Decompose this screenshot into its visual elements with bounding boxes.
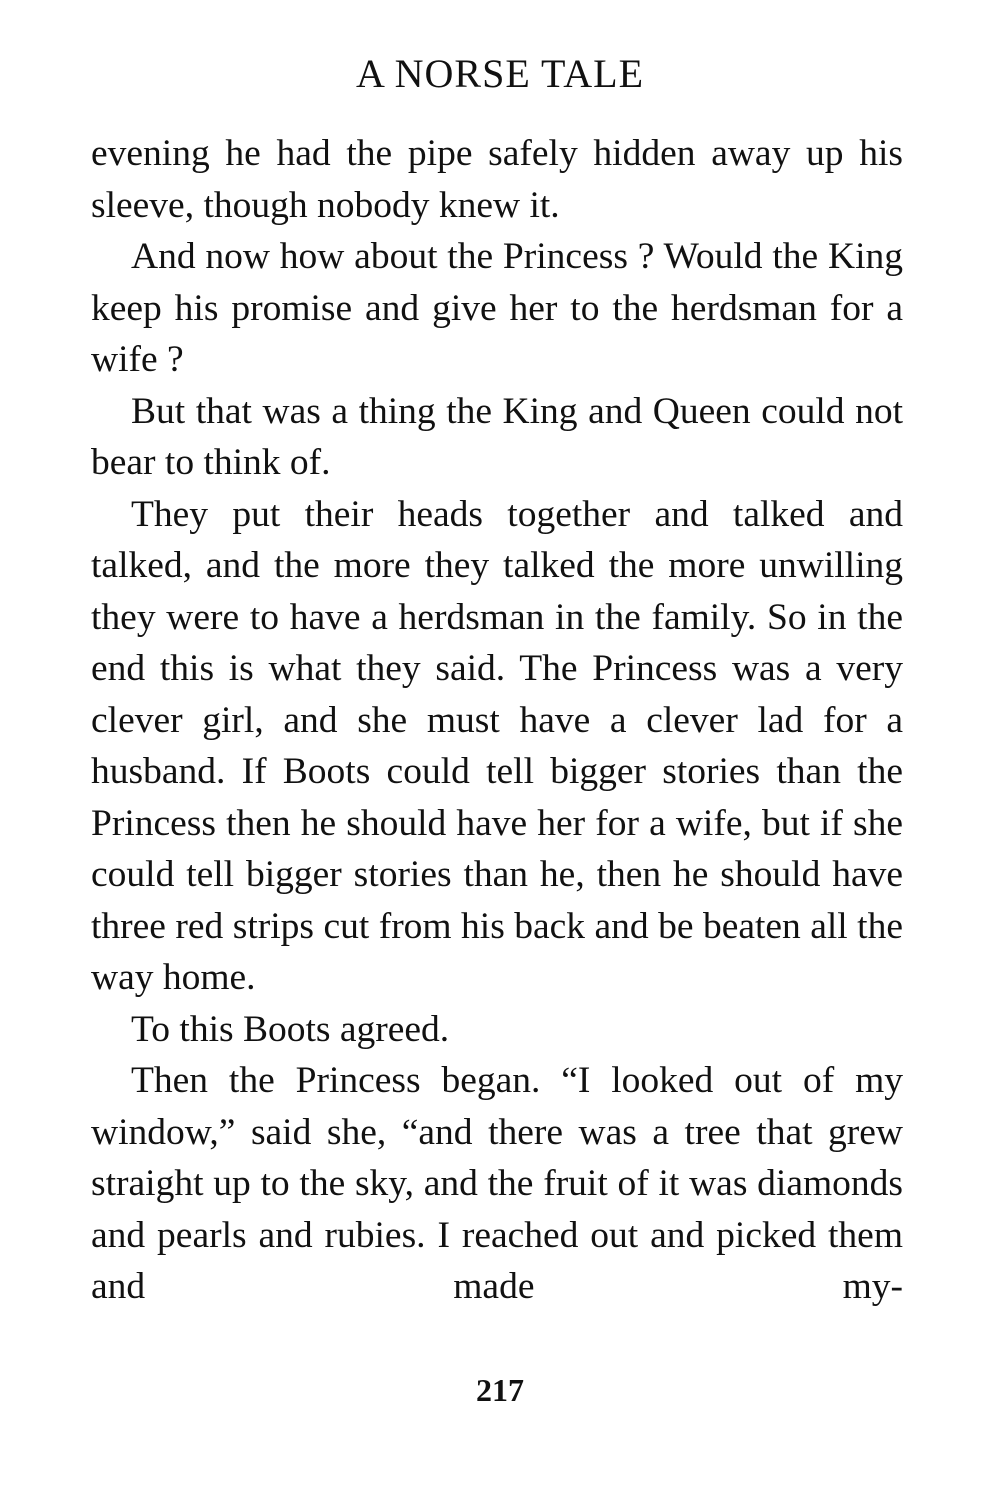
page-number: 217 <box>476 1372 524 1408</box>
paragraph: They put their heads together and talked and talked, and the more they talked the more unwilling they were to have a herdsman in the family. So in the end this is what they said. The Princess was a very clever girl, and she must have a clever lad for a husband. If Boots could tell bigger stories than the Princess then he should have her for a wife, but if she could tell bigger stories than he, then he should have three red strips cut from his back and be beaten all the way home. <box>91 493 903 998</box>
running-title: A NORSE TALE <box>355 51 645 96</box>
paragraph: And now how about the Princess ? Would the King keep his promise and give her to the herdsman for a wife ? <box>91 236 903 380</box>
paragraph: evening he had the pipe safely hidden away up his sleeve, though nobody knew it. <box>91 133 903 226</box>
paragraph: Then the Princess began. “I looked out of my window,” said she, “and there was a tree that grew straight up to the sky, and the fruit of it was diamonds and pearls and rubies. I reached out and picked them and made my- <box>91 1060 903 1307</box>
body-text <box>91 128 903 1313</box>
paragraph: To this Boots agreed. <box>131 1008 450 1050</box>
paragraph: But that was a thing the King and Queen could not bear to think of. <box>91 390 903 483</box>
